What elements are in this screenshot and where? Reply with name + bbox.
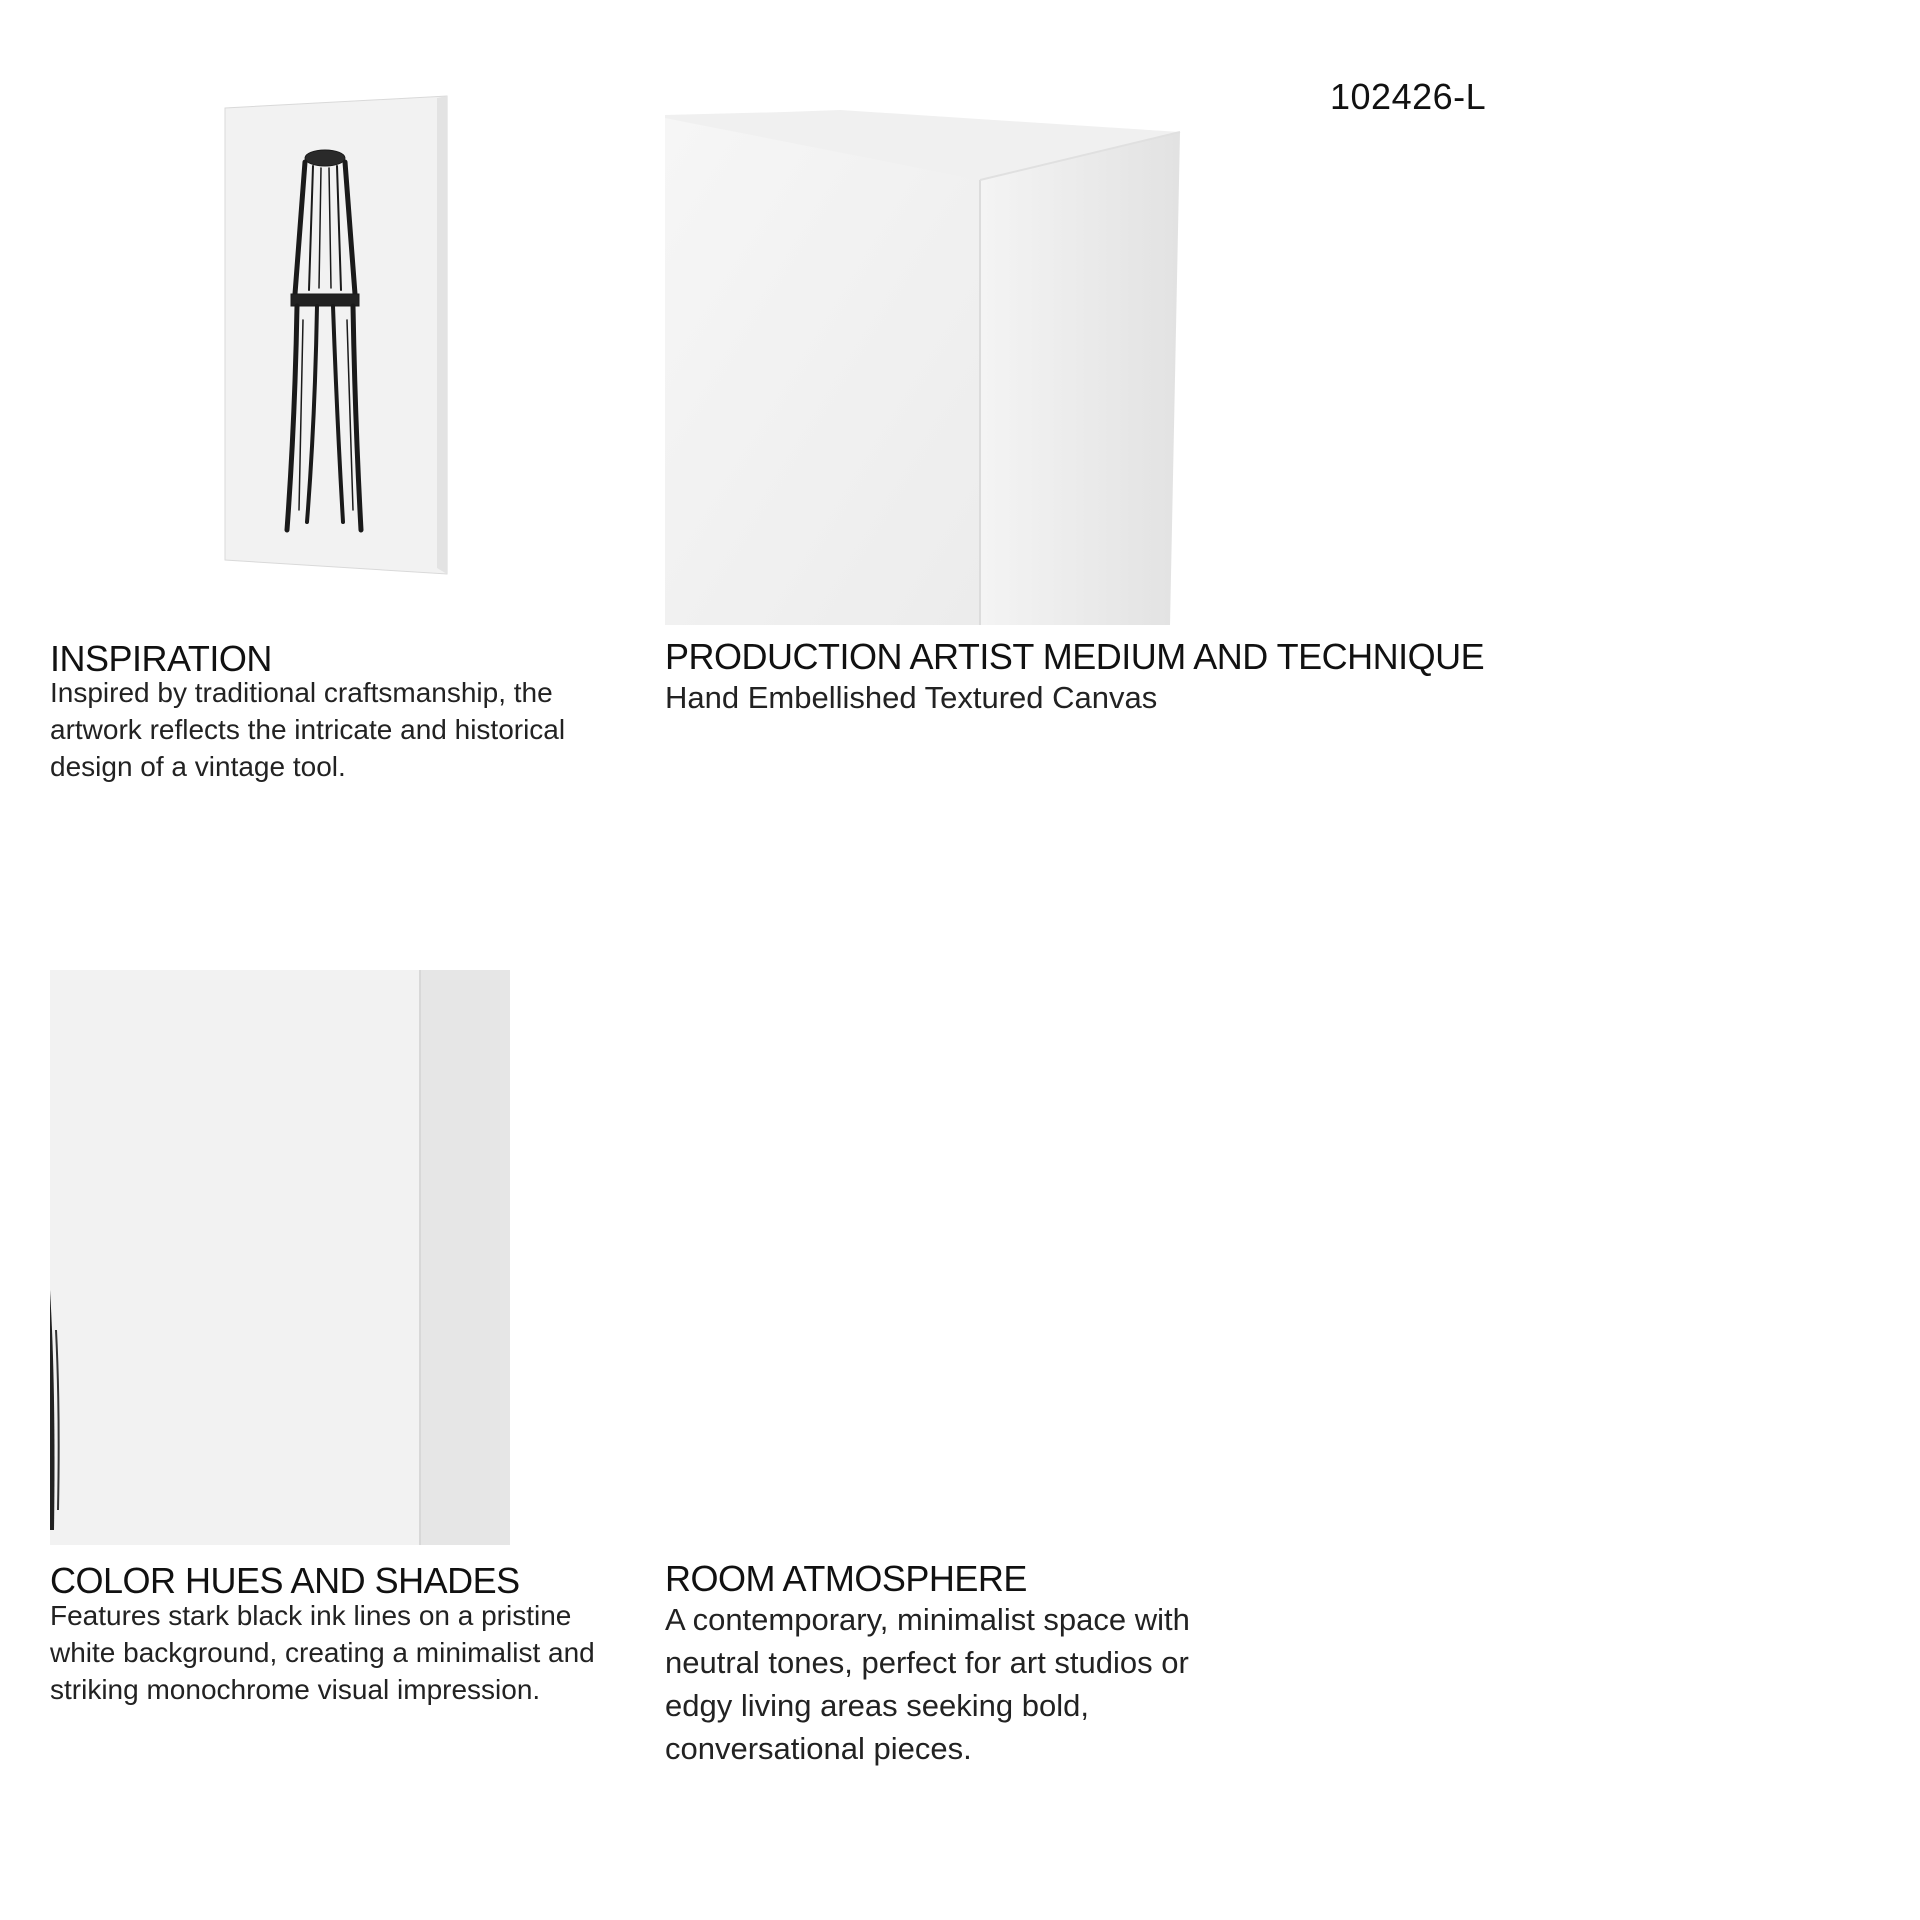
text-line: design of a vintage tool.	[50, 751, 346, 782]
medium-text	[665, 676, 1465, 719]
color-heading: COLOR HUES AND SHADES	[50, 1560, 520, 1601]
artwork-image	[215, 90, 455, 580]
room-text	[665, 1598, 1285, 1770]
text-line: neutral tones, perfect for art studios or	[665, 1645, 1189, 1680]
text-line: artwork reflects the intricate and historical	[50, 714, 566, 745]
medium-heading: PRODUCTION ARTIST MEDIUM AND TECHNIQUE	[665, 636, 1485, 677]
clothespin-canvas-icon	[215, 90, 455, 580]
text-line: striking monochrome visual impression.	[50, 1674, 541, 1705]
text-line: Hand Embellished Textured Canvas	[665, 680, 1158, 715]
text-line: Features stark black ink lines on a pristine	[50, 1600, 572, 1631]
color-text	[50, 1597, 650, 1708]
corner-detail-image	[665, 110, 1185, 625]
inspiration-text	[50, 674, 630, 785]
canvas-corner-icon	[665, 110, 1185, 625]
text-line: edgy living areas seeking bold,	[665, 1688, 1089, 1723]
inspiration-heading: INSPIRATION	[50, 638, 272, 679]
product-sku: 102426-L	[1330, 76, 1487, 117]
text-line: A contemporary, minimalist space with	[665, 1602, 1190, 1637]
room-heading: ROOM ATMOSPHERE	[665, 1558, 1027, 1599]
text-line: conversational pieces.	[665, 1731, 972, 1766]
text-line: white background, creating a minimalist and	[50, 1637, 595, 1668]
canvas-edge-icon	[50, 970, 510, 1545]
edge-detail-image	[50, 970, 510, 1545]
text-line: Inspired by traditional craftsmanship, the	[50, 677, 553, 708]
